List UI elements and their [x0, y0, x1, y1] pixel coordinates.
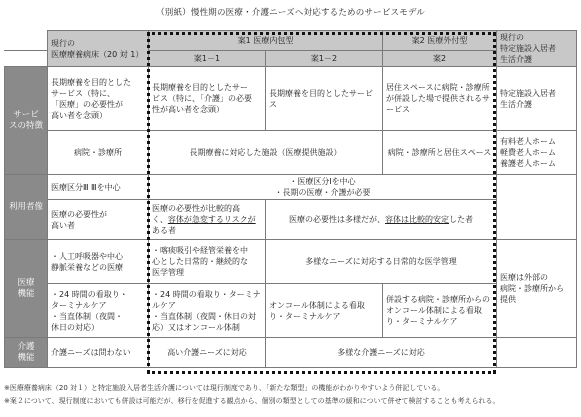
- corner-cell-2: [5, 51, 48, 67]
- row-label-users: 利用者像: [5, 175, 48, 240]
- medical-plan1-2-2: オンコール体制による看取 り・ターミナルケア: [266, 284, 383, 338]
- medical-plan1-1-1: ・喀痰吸引や経管栄養を中 心とした日常的・継続的な 医学管理: [149, 240, 266, 284]
- service-current: 長期療養を目的とした サービス（特に、 「医療」の必要性が 高い者を念頭）: [48, 67, 149, 131]
- service-plan1-place: 長期療養に対応した施設（医療提供施設）: [149, 131, 383, 175]
- page-title: （別紙）慢性期の医療・介護ニーズへ対応するためのサービスモデル: [156, 8, 425, 18]
- header-facility: 現行の 特定施設入居者 生活介護: [497, 31, 577, 67]
- service-facility-place: 有料老人ホーム 軽費老人ホーム 養護老人ホーム: [497, 131, 577, 175]
- medical-current-1: ・人工呼吸器や中心 静脈栄養などの医療: [48, 240, 149, 284]
- header-plan1-1: 案1－1: [149, 51, 266, 67]
- header-plan2-sub: 案2: [383, 51, 497, 67]
- row-label-care: 介護 機能: [5, 338, 48, 368]
- users-plan-class: ・医療区分Ⅰを中心 ・長期の医療・介護が必要: [149, 175, 497, 200]
- care-plan-rest: 多様な介護ニーズに対応: [266, 338, 497, 368]
- service-plan1-1: 長期療養を目的としたサー ビス（特に、「介護」の必要 性が高い者を念頭）: [149, 67, 266, 131]
- users-current-need: 医療の必要性が 高い者: [48, 200, 149, 240]
- service-plan2: 居住スペースに病院・診療所 が併設した場で提供されるサービス: [383, 67, 497, 131]
- care-facility: [497, 338, 577, 368]
- medical-facility: 医療は外部の 病院・診療所から 提供: [497, 240, 577, 338]
- row-label-service: サービ スの特徴: [5, 67, 48, 175]
- header-plan1: 案1 医療内包型: [149, 31, 383, 51]
- users-current-class: 医療区分Ⅲ Ⅲを中心: [48, 175, 149, 200]
- footnote-1: ※医療療養病床（20 対１）と特定施設入居者生活介護については現行制度であり、「新たな類型」の機能がわかりやすいよう併記している。: [4, 384, 445, 392]
- medical-plan2-2: 併設する病院・診療所からの オンコール体制による看取 り・ターミナルケア: [383, 284, 497, 338]
- service-model-table: [4, 30, 577, 368]
- corner-cell: [5, 31, 48, 51]
- header-current: 現行の 医療療養病床（20 対 1）: [48, 31, 149, 67]
- service-plan1-2: 長期療養を目的としたサービス: [266, 67, 383, 131]
- medical-plan-1: 多様なニーズに対応する日常的な医学管理: [266, 240, 497, 284]
- care-plan1-1: 高い介護ニーズに対応: [149, 338, 266, 368]
- users-facility: [497, 175, 577, 240]
- users-plan1-1-need: 医療の必要性が比較的高 く、容体が急変するリスクが ある者: [149, 200, 266, 240]
- header-plan2: 案2 医療外付型: [383, 31, 497, 51]
- row-label-medical: 医療 機能: [5, 240, 48, 338]
- medical-current-2: ・24 時間の看取り・ ターミナルケア ・当直体制（夜間・ 休日の対応）: [48, 284, 149, 338]
- service-facility: 特定施設入居者 生活介護: [497, 67, 577, 131]
- footnote-2: ※案２について、現行制度においても併設は可能だが、移行を促進する観点から、個別の類型としての基準の緩和について併せて検討することも考えられる。: [4, 397, 500, 405]
- medical-plan1-1-2: ・24 時間の看取り・ターミナ ルケア ・当直体制（夜間・休日の対 応）又はオンコール体制: [149, 284, 266, 338]
- users-plan-need: 医療の必要性は多様だが、容体は比較的安定した者: [266, 200, 497, 240]
- service-current-place: 病院・診療所: [48, 131, 149, 175]
- header-plan1-2: 案1－2: [266, 51, 383, 67]
- care-current: 介護ニーズは問わない: [48, 338, 149, 368]
- service-plan2-place: 病院・診療所と居住スペース: [383, 131, 497, 175]
